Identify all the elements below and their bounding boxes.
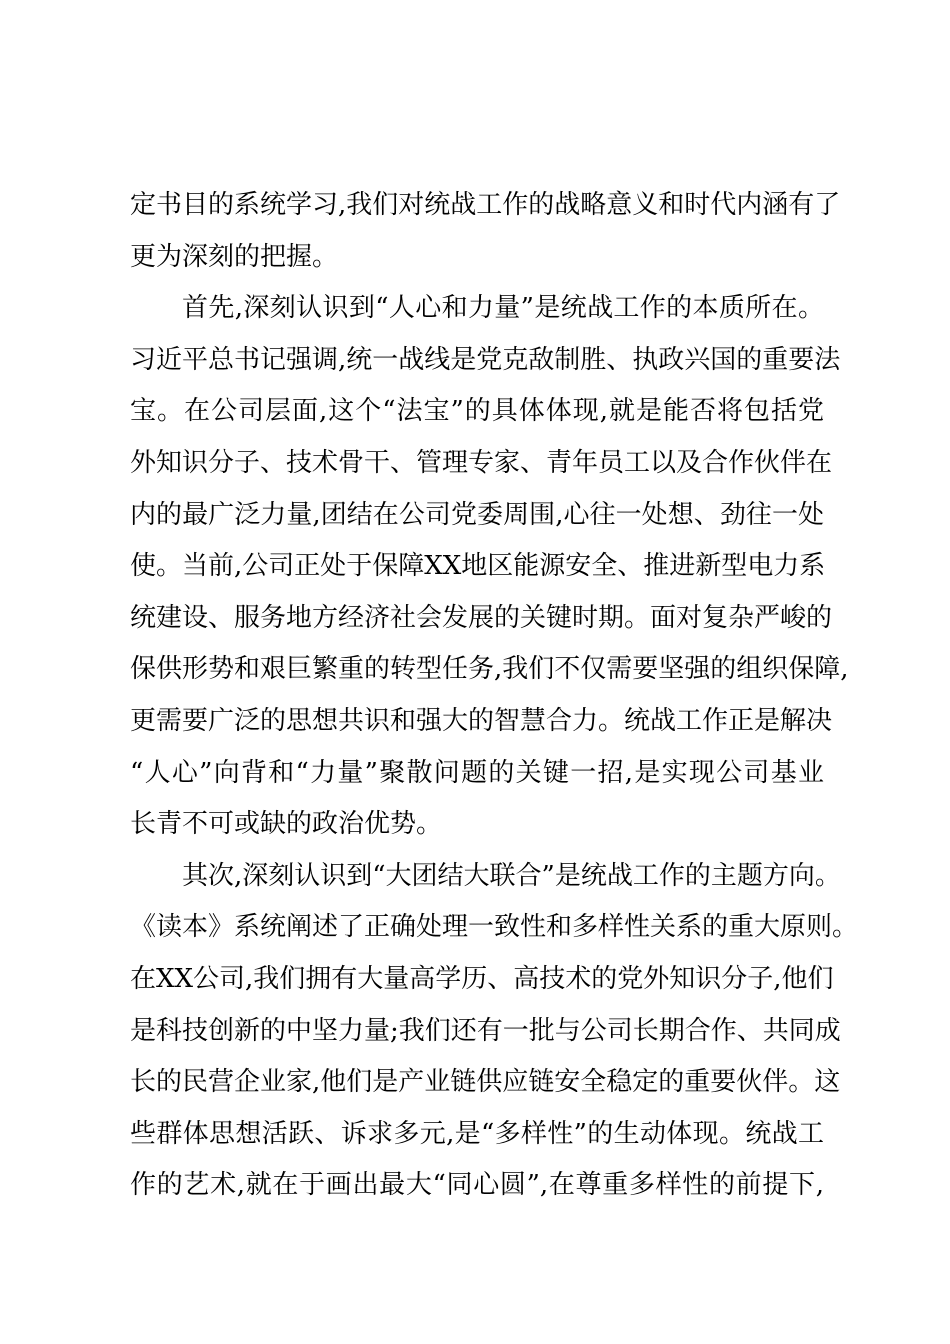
text-line: 更为深刻的把握。 — [130, 241, 339, 272]
text-line: 作的艺术,就在于画出最大“同心圆”,在尊重多样性的前提下, — [130, 1170, 824, 1201]
text-line: 在XX公司,我们拥有大量高学历、高技术的党外知识分子,他们 — [130, 963, 834, 994]
text-line: 长青不可或缺的政治优势。 — [130, 809, 443, 840]
text-line: 使。当前,公司正处于保障XX地区能源安全、推进新型电力系 — [130, 551, 826, 582]
text-line: 宝。在公司层面,这个“法宝”的具体体现,就是能否将包括党 — [130, 396, 824, 427]
text-line: “人心”向背和“力量”聚散问题的关键一招,是实现公司基业 — [130, 757, 824, 788]
text-line: 些群体思想活跃、诉求多元,是“多样性”的生动体现。统战工 — [130, 1118, 824, 1149]
text-line: 习近平总书记强调,统一战线是党克敌制胜、执政兴国的重要法 — [130, 344, 841, 375]
text-line: 首先,深刻认识到“人心和力量”是统战工作的本质所在。 — [182, 293, 824, 324]
text-line: 《读本》系统阐述了正确处理一致性和多样性关系的重大原则。 — [130, 912, 859, 943]
text-line: 内的最广泛力量,团结在公司党委周围,心往一处想、劲往一处 — [130, 499, 824, 530]
text-line: 统建设、服务地方经济社会发展的关键时期。面对复杂严峻的 — [130, 602, 833, 633]
text-line: 是科技创新的中坚力量;我们还有一批与公司长期合作、共同成 — [130, 1015, 841, 1046]
text-line: 保供形势和艰巨繁重的转型任务,我们不仅需要坚强的组织保障, — [130, 654, 849, 685]
document-body — [130, 182, 859, 1214]
text-line: 更需要广泛的思想共识和强大的智慧合力。统战工作正是解决 — [130, 705, 833, 736]
text-line: 其次,深刻认识到“大团结大联合”是统战工作的主题方向。 — [182, 860, 841, 891]
text-line: 长的民营企业家,他们是产业链供应链安全稳定的重要伙伴。这 — [130, 1067, 841, 1098]
text-line: 外知识分子、技术骨干、管理专家、青年员工以及合作伙伴在 — [130, 447, 833, 478]
text-line: 定书目的系统学习,我们对统战工作的战略意义和时代内涵有了 — [130, 190, 841, 220]
